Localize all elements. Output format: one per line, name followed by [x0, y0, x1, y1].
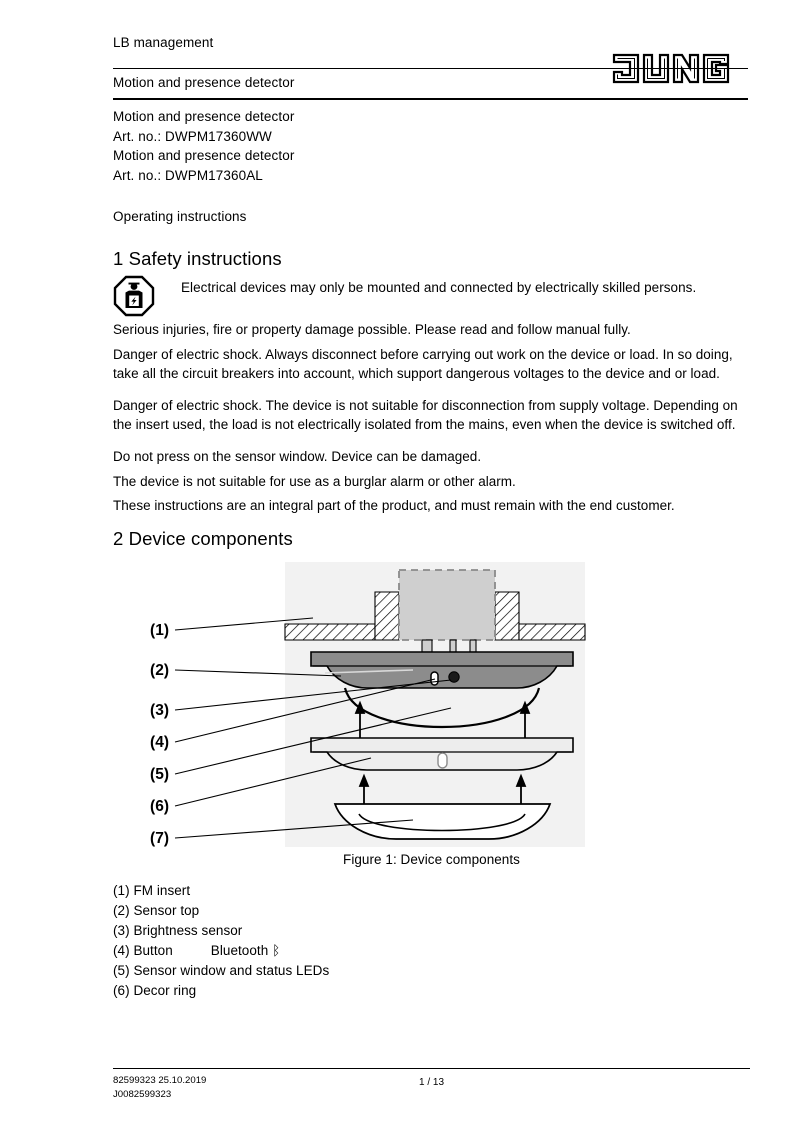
safety-notice-text: Electrical devices may only be mounted and connected by electrically skilled persons.	[181, 280, 697, 295]
safety-paragraph: These instructions are an integral part of the product, and must remain with the end customer.	[113, 498, 675, 513]
electrical-skilled-person-icon	[113, 275, 155, 317]
legend-item: (5) Sensor window and status LEDs	[113, 963, 330, 978]
safety-paragraph: Danger of electric shock. The device is not suitable for disconnection from supply voltage. Depending on the insert used, the load is not electrically isolated from the mains, even when the device is switched off.	[113, 398, 738, 433]
heading-device-components: 2 Device components	[113, 528, 293, 549]
legend-item: (2) Sensor top	[113, 903, 200, 918]
status-led-glyph	[438, 753, 447, 768]
product-title-line-1: Motion and presence detector	[113, 109, 295, 124]
sensor-top	[311, 652, 573, 688]
safety-paragraph: Serious injuries, fire or property damage possible. Please read and follow manual fully.	[113, 322, 631, 337]
button-bluetooth	[431, 672, 438, 685]
footer-doc-number: 82599323 25.10.2019	[113, 1075, 207, 1086]
legend-item: (4) Button Bluetooth ᛒ	[113, 943, 281, 958]
legend-item: (6) Decor ring	[113, 983, 197, 998]
header-product-family: LB management	[113, 35, 214, 50]
safety-paragraph: Danger of electric shock. Always disconnect before carrying out work on the device or load. In so doing, take all the circuit breakers into account, which support dangerous voltages to the device and or load.	[113, 347, 733, 382]
callout-label-1: (1)	[150, 622, 169, 639]
document-type-label: Operating instructions	[113, 209, 247, 224]
footer-page-number: 1 / 13	[418, 1077, 445, 1088]
safety-notice	[113, 275, 750, 317]
decor-ring	[335, 804, 550, 839]
callout-label-2: (2)	[150, 662, 169, 679]
jung-logo	[608, 52, 748, 88]
product-title-line-2: Motion and presence detector	[113, 148, 295, 164]
footer-doc-id: J0082599323	[113, 1088, 172, 1100]
callout-label-3: (3)	[150, 702, 169, 719]
figure-legend-list	[113, 881, 613, 1001]
callout-label-7: (7)	[150, 830, 169, 847]
safety-paragraph: The device is not suitable for use as a burglar alarm or other alarm.	[113, 474, 516, 489]
figure-device-components	[113, 562, 750, 847]
product-article-number-2: Art. no.: DWPM17360AL	[113, 168, 263, 184]
legend-item: (1) FM insert	[113, 883, 191, 898]
header-product-name: Motion and presence detector	[113, 75, 295, 90]
sensor-window	[311, 738, 573, 770]
footer-rule	[113, 1068, 750, 1069]
fm-insert	[399, 570, 495, 640]
brightness-sensor	[449, 672, 459, 682]
document-footer	[113, 1074, 750, 1106]
callout-label-5: (5)	[150, 766, 169, 783]
product-article-number-1: Art. no.: DWPM17360WW	[113, 128, 272, 144]
heading-safety-instructions: 1 Safety instructions	[113, 248, 282, 269]
product-title-block	[113, 107, 753, 186]
safety-paragraph: Do not press on the sensor window. Device can be damaged.	[113, 449, 482, 464]
callout-label-4: (4)	[150, 734, 169, 751]
header-rule-bottom	[113, 98, 748, 100]
document-header	[113, 34, 748, 100]
figure-caption: Figure 1: Device components	[343, 852, 520, 867]
callout-label-6: (6)	[150, 798, 169, 815]
legend-item: (3) Brightness sensor	[113, 923, 243, 938]
